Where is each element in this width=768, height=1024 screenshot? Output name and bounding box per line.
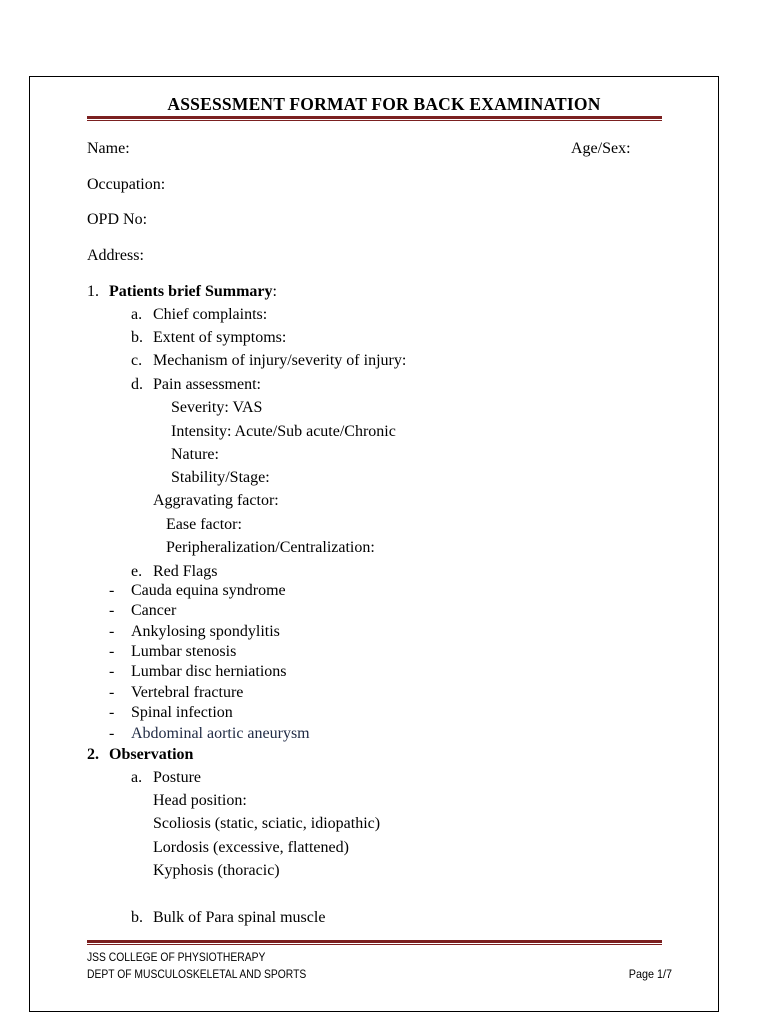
age-sex-field-label: Age/Sex: [571, 140, 631, 157]
red-flag-item: Abdominal aortic aneurysm [131, 725, 310, 742]
kyphosis-label: Kyphosis (thoracic) [153, 862, 280, 879]
section-2-heading: Observation [109, 746, 194, 763]
red-flag-item: Vertebral fracture [131, 684, 244, 701]
red-flag-item: Ankylosing spondylitis [131, 623, 280, 640]
red-flag-item: Cancer [131, 602, 177, 619]
ease-factor-label: Ease factor: [166, 516, 242, 533]
footer-rule [87, 940, 662, 945]
list-item-dash: - [109, 582, 115, 599]
page-number: Page 1/7 [628, 967, 672, 981]
section-1-colon: : [272, 283, 277, 300]
section-1-number: 1. [87, 283, 99, 300]
list-item-dash: - [109, 623, 115, 640]
list-item-dash: - [109, 663, 115, 680]
section-2-number: 2. [87, 746, 99, 763]
extent-of-symptoms-label: Extent of symptoms: [153, 329, 287, 346]
list-item-dash: - [109, 602, 115, 619]
mechanism-of-injury-label: Mechanism of injury/severity of injury: [153, 352, 407, 369]
paraspinal-bulk-marker: b. [131, 909, 143, 926]
scoliosis-label: Scoliosis (static, sciatic, idiopathic) [153, 815, 381, 832]
red-flag-item: Lumbar stenosis [131, 643, 237, 660]
pain-stability-label: Stability/Stage: [171, 469, 270, 486]
title-rule [87, 116, 662, 121]
footer-department: DEPT OF MUSCULOSKELETAL AND SPORTS [87, 967, 307, 981]
name-field-label: Name: [87, 140, 130, 157]
address-field-label: Address: [87, 247, 144, 264]
section-1-heading-text: Patients brief Summary [109, 283, 273, 300]
posture-label: Posture [153, 769, 201, 786]
red-flag-item: Cauda equina syndrome [131, 582, 286, 599]
item-b-marker: b. [131, 329, 143, 346]
pain-assessment-label: Pain assessment: [153, 376, 261, 393]
item-a-marker: a. [131, 306, 143, 323]
occupation-field-label: Occupation: [87, 176, 166, 193]
aggravating-factor-label: Aggravating factor: [153, 492, 279, 509]
list-item-dash: - [109, 643, 115, 660]
lordosis-label: Lordosis (excessive, flattened) [153, 839, 349, 856]
peripheralization-label: Peripheralization/Centralization: [166, 539, 375, 556]
head-position-label: Head position: [153, 792, 247, 809]
chief-complaints-label: Chief complaints: [153, 306, 268, 323]
section-1-heading [109, 282, 277, 302]
item-e-marker: e. [131, 563, 143, 580]
item-d-marker: d. [131, 376, 143, 393]
red-flag-item: Lumbar disc herniations [131, 663, 287, 680]
item-c-marker: c. [131, 352, 143, 369]
document-title: ASSESSMENT FORMAT FOR BACK EXAMINATION [167, 94, 601, 114]
list-item-dash: - [109, 704, 115, 721]
footer-college: JSS COLLEGE OF PHYSIOTHERAPY [87, 950, 266, 964]
pain-intensity-label: Intensity: Acute/Sub acute/Chronic [171, 423, 396, 440]
list-item-dash: - [109, 725, 115, 742]
pain-nature-label: Nature: [171, 446, 219, 463]
pain-severity-label: Severity: VAS [171, 399, 263, 416]
red-flag-item: Spinal infection [131, 704, 233, 721]
red-flags-label: Red Flags [153, 563, 218, 580]
list-item-dash: - [109, 684, 115, 701]
opd-no-field-label: OPD No: [87, 211, 148, 228]
paraspinal-bulk-label: Bulk of Para spinal muscle [153, 909, 326, 926]
posture-marker: a. [131, 769, 143, 786]
